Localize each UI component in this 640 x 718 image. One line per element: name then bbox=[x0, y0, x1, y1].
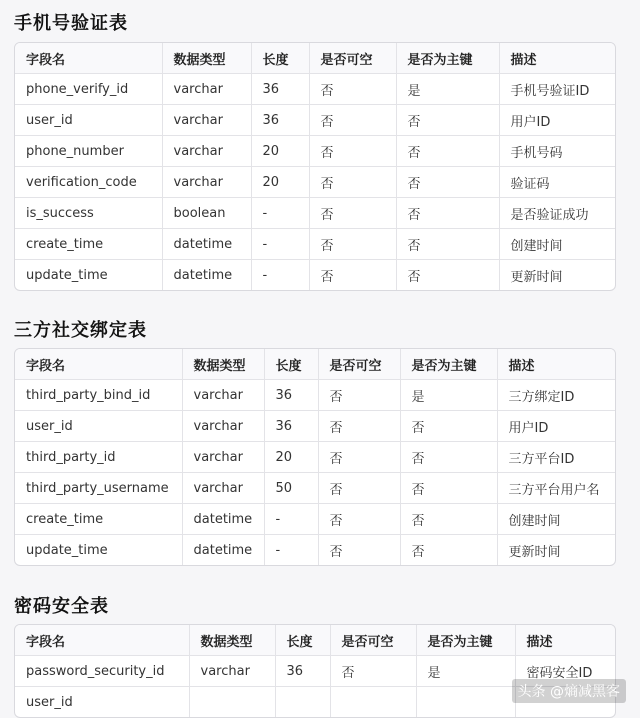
column-header: 是否为主键 bbox=[416, 625, 515, 656]
table-cell bbox=[330, 687, 416, 718]
column-header: 是否可空 bbox=[309, 43, 396, 74]
table-cell: user_id bbox=[15, 105, 162, 136]
column-header: 字段名 bbox=[15, 625, 189, 656]
table-cell bbox=[189, 687, 275, 718]
table-row bbox=[15, 473, 615, 504]
column-header: 数据类型 bbox=[162, 43, 251, 74]
table-cell: 否 bbox=[318, 442, 400, 473]
table-container bbox=[14, 348, 616, 566]
table-cell: 36 bbox=[275, 656, 330, 687]
table-cell: varchar bbox=[182, 473, 264, 504]
schema-table bbox=[15, 349, 615, 565]
schema-table bbox=[15, 43, 615, 290]
table-cell bbox=[275, 687, 330, 718]
column-header: 字段名 bbox=[15, 43, 162, 74]
table-cell: 否 bbox=[318, 411, 400, 442]
table-cell: is_success bbox=[15, 198, 162, 229]
table-cell: - bbox=[251, 260, 309, 291]
table-cell: 20 bbox=[251, 136, 309, 167]
table-cell: 用户ID bbox=[497, 411, 615, 442]
table-cell: varchar bbox=[189, 656, 275, 687]
table-cell: 创建时间 bbox=[499, 229, 615, 260]
table-cell: 手机号验证ID bbox=[499, 74, 615, 105]
column-header: 长度 bbox=[264, 349, 318, 380]
table-container bbox=[14, 42, 616, 291]
table-cell: datetime bbox=[162, 260, 251, 291]
table-cell: 否 bbox=[396, 167, 499, 198]
table-cell: varchar bbox=[162, 136, 251, 167]
column-header: 数据类型 bbox=[182, 349, 264, 380]
table-cell: 36 bbox=[264, 380, 318, 411]
table-cell: 否 bbox=[318, 504, 400, 535]
table-cell: 否 bbox=[330, 656, 416, 687]
column-header: 长度 bbox=[275, 625, 330, 656]
table-cell: 否 bbox=[309, 198, 396, 229]
table-cell: 否 bbox=[318, 380, 400, 411]
table-cell: varchar bbox=[182, 380, 264, 411]
watermark: 头条 @熵减黑客 bbox=[512, 679, 626, 703]
table-cell: 否 bbox=[309, 105, 396, 136]
table-cell: 否 bbox=[400, 473, 497, 504]
table-cell: datetime bbox=[182, 535, 264, 566]
table-cell: datetime bbox=[182, 504, 264, 535]
table-cell: third_party_id bbox=[15, 442, 182, 473]
table-cell: third_party_username bbox=[15, 473, 182, 504]
table-cell: varchar bbox=[162, 105, 251, 136]
column-header: 描述 bbox=[515, 625, 615, 656]
header-row bbox=[15, 625, 615, 656]
table-row bbox=[15, 535, 615, 566]
table-cell: user_id bbox=[15, 411, 182, 442]
table-cell: 三方绑定ID bbox=[497, 380, 615, 411]
table-title: 三方社交绑定表 bbox=[14, 320, 147, 341]
table-cell: boolean bbox=[162, 198, 251, 229]
table-cell: 否 bbox=[309, 167, 396, 198]
table-cell: 用户ID bbox=[499, 105, 615, 136]
table-row bbox=[15, 198, 615, 229]
table-cell: 36 bbox=[264, 411, 318, 442]
table-cell: 是否验证成功 bbox=[499, 198, 615, 229]
column-header: 描述 bbox=[497, 349, 615, 380]
table-cell: 否 bbox=[318, 535, 400, 566]
table-cell: 否 bbox=[396, 105, 499, 136]
table-cell: verification_code bbox=[15, 167, 162, 198]
table-cell: 36 bbox=[251, 105, 309, 136]
table-cell: 三方平台用户名 bbox=[497, 473, 615, 504]
column-header: 是否可空 bbox=[330, 625, 416, 656]
table-cell: 否 bbox=[309, 260, 396, 291]
table-cell: - bbox=[264, 504, 318, 535]
table-cell: 否 bbox=[309, 136, 396, 167]
header-row bbox=[15, 43, 615, 74]
table-row bbox=[15, 411, 615, 442]
table-cell: phone_verify_id bbox=[15, 74, 162, 105]
table-title: 手机号验证表 bbox=[14, 13, 128, 34]
table-row bbox=[15, 229, 615, 260]
table-cell: phone_number bbox=[15, 136, 162, 167]
table-row bbox=[15, 136, 615, 167]
table-cell: 否 bbox=[309, 74, 396, 105]
table-cell: 20 bbox=[251, 167, 309, 198]
table-cell: update_time bbox=[15, 260, 162, 291]
table-cell: 是 bbox=[416, 656, 515, 687]
table-row bbox=[15, 442, 615, 473]
table-cell: 否 bbox=[400, 535, 497, 566]
table-cell: - bbox=[264, 535, 318, 566]
table-cell: third_party_bind_id bbox=[15, 380, 182, 411]
column-header: 是否为主键 bbox=[400, 349, 497, 380]
column-header: 是否可空 bbox=[318, 349, 400, 380]
table-cell bbox=[416, 687, 515, 718]
table-cell: 否 bbox=[396, 136, 499, 167]
table-row bbox=[15, 74, 615, 105]
table-cell: varchar bbox=[162, 167, 251, 198]
table-cell: password_security_id bbox=[15, 656, 189, 687]
table-cell: 创建时间 bbox=[497, 504, 615, 535]
table-cell: update_time bbox=[15, 535, 182, 566]
table-cell: datetime bbox=[162, 229, 251, 260]
column-header: 数据类型 bbox=[189, 625, 275, 656]
table-cell: 否 bbox=[396, 198, 499, 229]
table-cell: 密码安全ID bbox=[515, 656, 615, 687]
table-cell: 否 bbox=[400, 442, 497, 473]
table-cell: 否 bbox=[309, 229, 396, 260]
table-cell: user_id bbox=[15, 687, 189, 718]
table-cell: 50 bbox=[264, 473, 318, 504]
table-row bbox=[15, 380, 615, 411]
table-row bbox=[15, 105, 615, 136]
table-cell: 手机号码 bbox=[499, 136, 615, 167]
table-cell: create_time bbox=[15, 229, 162, 260]
table-cell: 否 bbox=[400, 504, 497, 535]
header-row bbox=[15, 349, 615, 380]
table-cell: 验证码 bbox=[499, 167, 615, 198]
table-title: 密码安全表 bbox=[14, 596, 109, 617]
table-cell: 更新时间 bbox=[508, 544, 561, 560]
table-row bbox=[15, 167, 615, 198]
table-cell: varchar bbox=[162, 74, 251, 105]
table-cell: - bbox=[251, 198, 309, 229]
table-cell: 三方平台ID bbox=[497, 442, 615, 473]
column-header: 描述 bbox=[499, 43, 615, 74]
table-cell: 20 bbox=[264, 442, 318, 473]
table-container bbox=[14, 624, 616, 718]
table-cell: 是 bbox=[396, 74, 499, 105]
column-header: 是否为主键 bbox=[396, 43, 499, 74]
column-header: 长度 bbox=[251, 43, 309, 74]
table-row bbox=[15, 504, 615, 535]
table-cell: 否 bbox=[400, 411, 497, 442]
column-header: 字段名 bbox=[15, 349, 182, 380]
schema-table bbox=[15, 625, 615, 717]
table-cell: 36 bbox=[251, 74, 309, 105]
table-cell: varchar bbox=[182, 442, 264, 473]
table-cell: - bbox=[251, 229, 309, 260]
table-cell: 否 bbox=[396, 260, 499, 291]
table-cell: 否 bbox=[396, 229, 499, 260]
table-cell: 是 bbox=[400, 380, 497, 411]
table-cell: varchar bbox=[182, 411, 264, 442]
table-cell: 否 bbox=[318, 473, 400, 504]
table-row bbox=[15, 260, 615, 291]
table-cell: 更新时间 bbox=[510, 269, 563, 285]
table-cell: create_time bbox=[15, 504, 182, 535]
